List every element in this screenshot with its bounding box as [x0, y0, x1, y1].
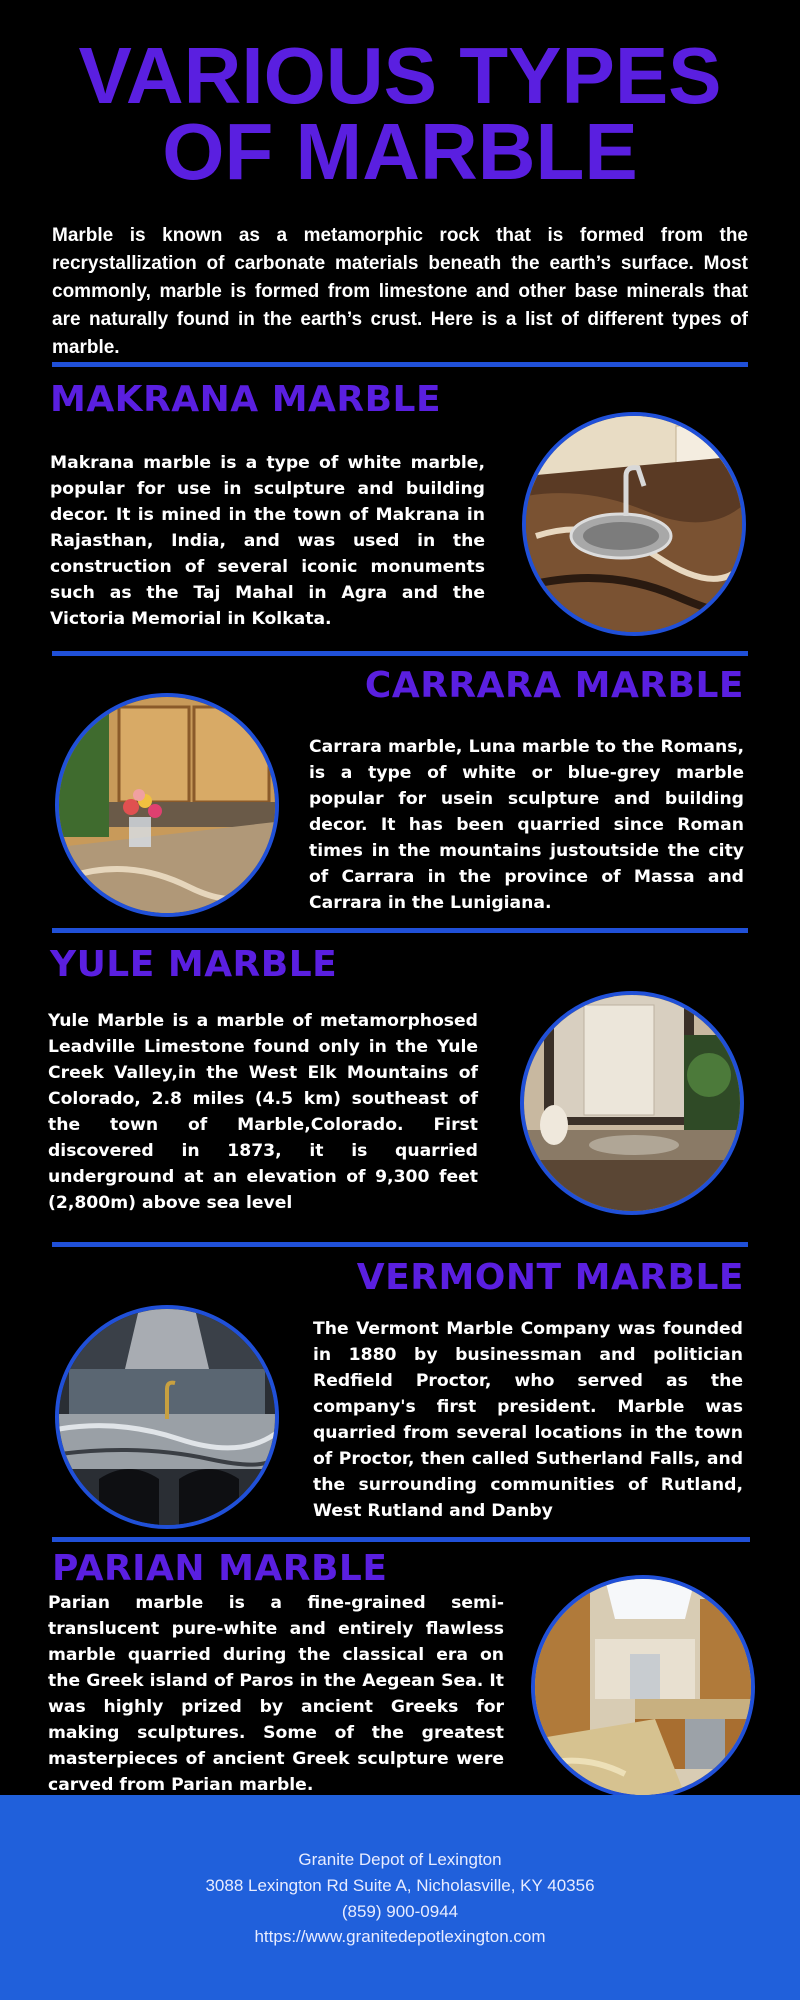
section-divider	[52, 362, 748, 367]
makrana-kitchen-photo	[522, 412, 746, 636]
yule-bathroom-photo	[520, 991, 744, 1215]
section-text-makrana: Makrana marble is a type of white marble, popular for use in sculpture and building decor. It is mined in the town of Makrana in Rajasthan, India, and was used in the construction of several iconic monuments such as the Taj Mahal in Agra and the Victoria Memorial in Kolkata.	[50, 453, 485, 629]
section-title-makrana: MAKRANA MARBLE	[50, 379, 442, 420]
section-title-carrara: CARRARA MARBLE	[364, 665, 744, 706]
section-divider	[52, 1242, 748, 1247]
section-text-vermont: The Vermont Marble Company was founded in 1880 by businessman and politician Redfield Proctor, who served as the company's first president. Marble was quarried from several locations in the town of Proctor, then called Sutherland Falls, and the surrounding communities of Rutland, West Rutland and Danby	[313, 1319, 743, 1521]
section-text-carrara: Carrara marble, Luna marble to the Romans, is a type of white or blue-grey marble popular for usein sculpture and building decor. It has been quarried since Roman times in the mountains justoutside the city of Carrara in the province of Massa and Carrara in the Lunigiana.	[309, 737, 744, 913]
footer-company: Granite Depot of Lexington	[298, 1850, 502, 1869]
page-title: VARIOUS TYPES OF MARBLE	[78, 31, 722, 196]
section-divider	[52, 651, 748, 656]
footer-website-link[interactable]: https://www.granitedepotlexington.com	[254, 1927, 546, 1946]
footer-phone[interactable]: (859) 900-0944	[341, 1902, 459, 1921]
section-title-yule: YULE MARBLE	[50, 944, 338, 985]
carrara-kitchen-photo	[55, 693, 279, 917]
footer-address: 3088 Lexington Rd Suite A, Nicholasville, KY 40356	[205, 1876, 595, 1895]
intro-paragraph: Marble is known as a metamorphic rock that is formed from the recrystallization of carbonate materials beneath the earth’s surface. Most commonly, marble is formed from limestone and other base minerals that are naturally found in the earth’s crust. Here is a list of different types of marble.	[52, 225, 748, 358]
section-text-parian: Parian marble is a fine-grained semi-translucent pure-white and entirely flawless marble quarried during the classical era on the Greek island of Paros in the Aegean Sea. It was highly prized by ancient Greeks for making sculptures. Some of the greatest masterpieces of ancient Greek sculpture were carved from Parian marble.	[48, 1593, 504, 1795]
section-divider	[52, 928, 748, 933]
section-title-parian: PARIAN MARBLE	[52, 1548, 388, 1589]
section-text-yule: Yule Marble is a marble of metamorphosed Leadville Limestone found only in the Yule Creek Valley,in the West Elk Mountains of Colorado, 2.8 miles (4.5 km) southeast of the town of Marble,Colorado. First discovered in 1873, it is quarried underground at an elevation of 9,300 feet (2,800m) above sea level	[48, 1011, 478, 1213]
footer	[0, 1795, 800, 2000]
section-title-vermont: VERMONT MARBLE	[356, 1257, 744, 1298]
section-divider	[52, 1537, 750, 1542]
parian-kitchen-photo	[531, 1575, 755, 1799]
vermont-kitchen-photo	[55, 1305, 279, 1529]
